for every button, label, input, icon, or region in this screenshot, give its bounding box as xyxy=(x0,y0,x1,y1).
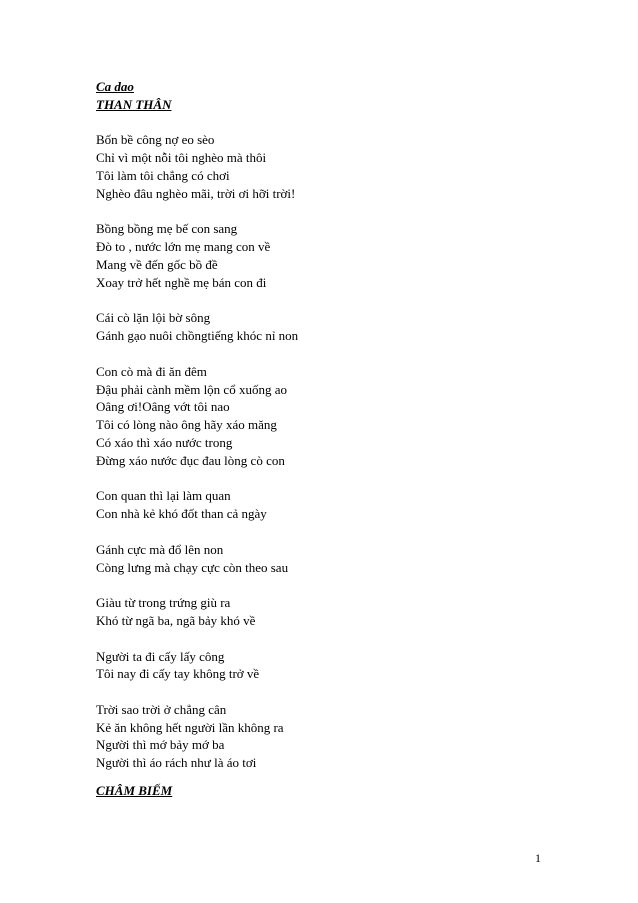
poem-line: Xoay trở hết nghề mẹ bán con đi xyxy=(96,274,267,290)
poem-line: Cái cò lặn lội bờ sông xyxy=(96,310,211,326)
poem-line: Gánh cực mà đổ lên non xyxy=(96,541,224,557)
poem-line: Khó từ ngã ba, ngã bảy khó về xyxy=(96,612,256,628)
poem-line: Chỉ vì một nỗi tôi nghèo mà thôi xyxy=(96,150,267,166)
poem-line: Oâng ơi!Oâng vớt tôi nao xyxy=(96,399,230,415)
genre-heading: Ca dao xyxy=(96,79,134,94)
poem-line: Tôi nay đi cấy tay không trở về xyxy=(96,666,260,682)
poem-line: Con nhà kẻ khó đốt than cả ngày xyxy=(96,506,267,522)
poem-line: Mang về đến gốc bồ đề xyxy=(96,256,218,272)
poem-line: Đậu phải cành mềm lộn cổ xuống ao xyxy=(96,381,287,397)
stanza xyxy=(96,541,566,577)
poem-line: Con quan thì lại làm quan xyxy=(96,488,231,504)
poem-title: THAN THÂN xyxy=(96,96,172,112)
poem-line: Tôi làm tôi chẳng có chơi xyxy=(96,167,230,183)
poem-line: Người thì mớ bảy mớ ba xyxy=(96,737,225,753)
poem-line: Trời sao trời ở chẳng cân xyxy=(96,701,227,717)
stanza xyxy=(96,648,566,684)
poem-line: Đừng xáo nước đục đau lòng cò con xyxy=(96,452,285,468)
page-number: 1 xyxy=(535,851,541,865)
stanza xyxy=(96,487,566,523)
poem-line: Nghèo đâu nghèo mãi, trời ơi hỡi trời! xyxy=(96,185,296,201)
stanza xyxy=(96,594,566,630)
stanza xyxy=(96,363,566,470)
poem-line: Người thì áo rách như là áo tơi xyxy=(96,755,257,771)
poem-line: Gánh gạo nuôi chồngtiếng khóc nỉ non xyxy=(96,328,299,344)
heading-spacer xyxy=(96,114,566,132)
poem-line: Người ta đi cấy lấy công xyxy=(96,648,225,664)
poem-line: Bồng bồng mẹ bế con sang xyxy=(96,221,238,237)
stanza xyxy=(96,131,566,202)
stanza xyxy=(96,309,566,345)
poem-line: Đò to , nước lớn mẹ mang con về xyxy=(96,239,271,255)
stanza xyxy=(96,701,566,772)
stanza-container xyxy=(96,131,566,772)
poem-line: Còng lưng mà chạy cực còn theo sau xyxy=(96,559,289,575)
poem-line: Có xáo thì xáo nước trong xyxy=(96,434,233,450)
stanza xyxy=(96,220,566,291)
section-heading: CHÂM BIẾM xyxy=(96,783,173,798)
poem-line: Con cò mà đi ăn đêm xyxy=(96,363,207,379)
poem-line: Tôi có lòng nào ông hãy xáo măng xyxy=(96,417,277,433)
poem-text-block xyxy=(96,78,566,790)
poem-line: Bốn bề công nợ eo sèo xyxy=(96,132,215,148)
poem-line: Giàu từ trong trứng giù ra xyxy=(96,595,231,611)
poem-line: Kẻ ăn không hết người lần không ra xyxy=(96,719,284,735)
